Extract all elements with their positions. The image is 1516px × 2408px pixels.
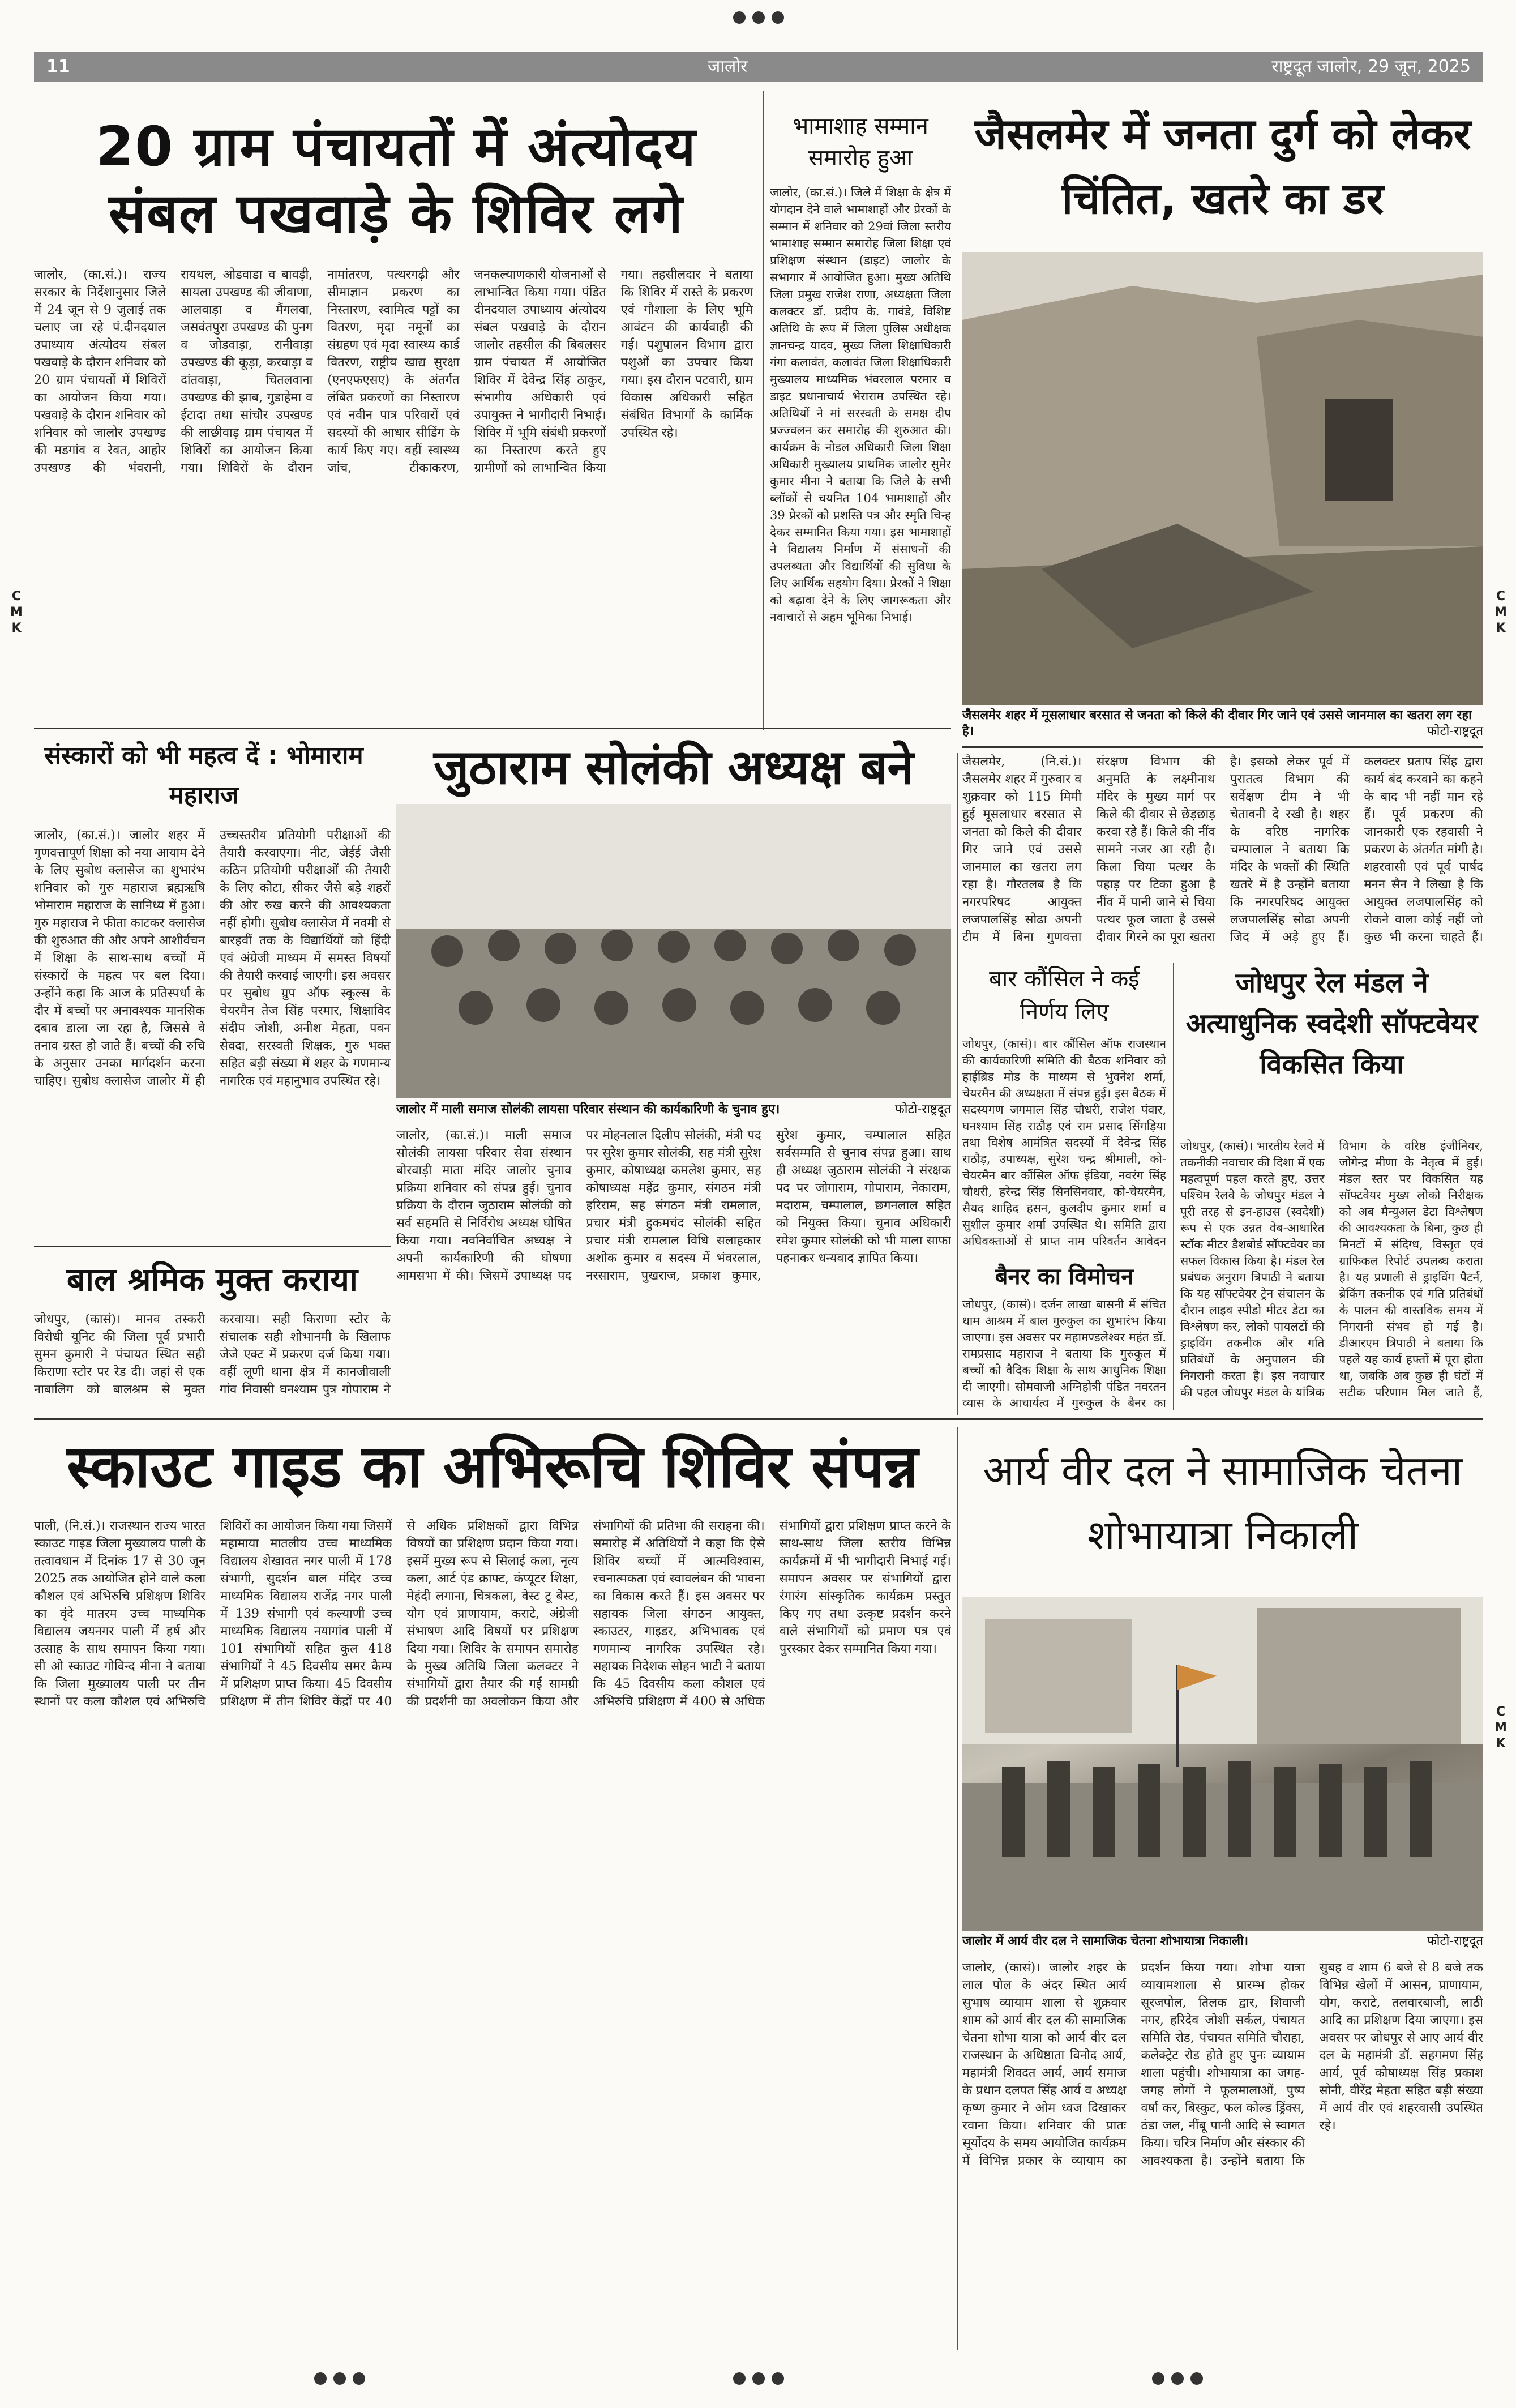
bal-shramik-body: जोधपुर, (कासं)। मानव तस्करी विरोधी यूनिट की जिला पूर्व प्रभारी सुमन कुमारी ने पंचायत स्थित सही किराणा स्टोर पर रेड दी। जहां से एक नाबालिग को बालश्रम से मुक्त करवाया। सही किराणा स्टोर के संचालक सही शोभानमी के खिलाफ जेजे एक्ट में प्रकरण दर्ज किया गया। वहीं लूणी थाना क्षेत्र में कानजीवाली गांव निवासी घनश्याम पुत्र गोपाराम ने (34, 1312, 391, 1397)
caption-text: जालोर में माली समाज सोलंकी लायसा परिवार संस्थान की कार्यकारिणी के चुनाव हुए। (396, 1102, 780, 1117)
arya-procession-photo (962, 1597, 1483, 1931)
reg-dot (733, 2372, 746, 2385)
mark-k: K (11, 621, 22, 635)
mark-c: C (1496, 1705, 1506, 1719)
arya-headline: आर्य वीर दल ने सामाजिक चेतना शोभायात्रा निकाली (983, 1447, 1463, 1559)
jaisalmer-fort-photo (962, 252, 1483, 705)
section-rule (34, 1418, 1483, 1420)
jaisalmer-photo-caption (962, 708, 1483, 742)
section-rule (34, 1246, 391, 1247)
column-divider (957, 753, 958, 1415)
reg-dot (314, 2372, 327, 2385)
cmk-mark-right-lower (1492, 1704, 1509, 1752)
reg-dot (752, 11, 765, 24)
reg-dot (333, 2372, 346, 2385)
column-divider (957, 1427, 958, 2350)
mark-m: M (10, 605, 23, 619)
mark-m: M (1494, 605, 1507, 619)
photo-credit: फोटो-राष्ट्रदूत (1427, 724, 1483, 738)
bhamashah-body: जालोर, (का.सं.)। जिले में शिक्षा के क्षेत्र में योगदान देने वाले भामाशाहों और प्रेरकों के सम्मान में शनिवार को 29वां जिला स्तरीय भामाशाह सम्मान समारोह जिला शिक्षा एवं प्रशिक्षण संस्थान (डाइट) जालोर के सभागार में आयोजित हुआ। मुख्य अतिथि जिला प्रमुख राजेश राणा, अध्यक्षता जिला कलक्टर डॉ. प्रदीप के. गावंडे, विशिष्ट अतिथि के रूप में जिला पुलिस अधीक्षक ज्ञानचन्द्र यादव, मुख्य जिला शिक्षाधिकारी गंगा कलावंत, कलावंत जिला शिक्षाधिकारी मुख्यालय माध्यमिक भंवरलाल परमार व डाइट प्रधानाचार्य भेराराम उपस्थित रहे। अतिथियों ने मां सरस्वती के समक्ष दीप प्रज्ज्वलन कर समारोह की शुरुआत की। कार्यक्रम के नोडल अधिकारी जिला शिक्षा अधिकारी मुख्यालय प्राथमिक जालोर सुमेर कुमार मीना ने बताया कि जिले के सभी ब्लॉकों से चयनित 104 भामाशाहों और 39 प्रेरकों को प्रशस्ति पत्र और स्मृति चिन्ह देकर सम्मानित किया गया। इस भामाशाहों ने विद्यालय निर्माण में संसाधनों की उपलब्धता और विद्यार्थियों की सुविधा के लिए आर्थिक सहयोग दिया। प्रेरकों ने शिक्षा को बढ़ावा देने के लिए जागरूकता और नवाचारों से अहम भूमिका निभाई। (770, 186, 951, 624)
rail-headline: जोधपुर रेल मंडल ने अत्याधुनिक स्वदेशी सॉफ्टवेयर विकसित किया (1185, 967, 1478, 1080)
photo-credit: फोटो-राष्ट्रदूत (1427, 1934, 1483, 1948)
mark-m: M (1494, 1721, 1507, 1735)
reg-dot (1171, 2372, 1184, 2385)
registration-marks-bottom-center (702, 2372, 815, 2389)
cmk-mark-right (1492, 589, 1509, 636)
mark-k: K (1496, 621, 1506, 635)
mark-c: C (1496, 589, 1506, 604)
registration-marks-bottom-left (283, 2372, 396, 2389)
sanskar-body: जालोर, (का.सं.)। जालोर शहर में गुणवत्तापूर्ण शिक्षा को नया आयाम देने के लिए सुबोध क्लासेज का शुभारंभ शनिवार को गुरु महाराज ब्रह्मऋषि भोमाराम महाराज के सानिध्य में हुआ। गुरु महाराज ने फीता काटकर क्लासेज की शुरुआत की और अपने आशीर्वचन में शिक्षा के साथ-साथ बच्चों में संस्कारों के महत्व पर बल दिया। उन्होंने कहा कि आज के प्रतिस्पर्धा के दौर में बच्चों पर अनावश्यक मानसिक दबाव डाला जा रहा है, जिससे वे तनाव ग्रस्त हो जाते हैं। बच्चों की रुचि के अनुसार उनका मार्गदर्शन करना चाहिए। सुबोध क्लासेज जालोर में ही उच्चस्तरीय प्रतियोगी परीक्षाओं की तैयारी करवाएगा। नीट, जेईई जैसी कठिन प्रतियोगी परीक्षाओं की तैयारी के लिए कोटा, सीकर जैसे बड़े शहरों की ओर रुख करने की आवश्यकता नहीं होगी। सुबोध क्लासेज में नवमी से बारहवीं तक के विद्यार्थियों को हिंदी एवं अंग्रेजी माध्यम में समस्त विषयों की तैयारी करवाई जाएगी। इस अवसर पर सुबोध ग्रुप ऑफ स्कूल्स के चेयरमैन तेज सिंह परमार, शिक्षाविद संदीप जोशी, अनीश मेहता, पवन सेवदा, सरस्वती शिक्षक, गुरु भक्त सहित बड़ी संख्या में शहर के गणमान्य नागरिक एवं महानुभाव उपस्थित रहे। (34, 828, 391, 1088)
photo-credit: फोटो-राष्ट्रदूत (894, 1102, 951, 1117)
bar-council-body: जोधपुर, (कासं)। बार कौंसिल ऑफ राजस्थान की कार्यकारिणी समिति की बैठक शनिवार को हाईब्रिड मोड के माध्यम से भुवनेश शर्मा, चेयरमैन की अध्यक्षता में संपन्न हुई। इस बैठक में सदस्यगण जगमाल सिंह चौधरी, राजेश पंवार, घनश्याम सिंह राठौड़ एवं राम प्रसाद सिंगड़िया तथा विशेष आमंत्रित सदस्यों में देवेन्द्र सिंह राठौड़, उपाध्यक्ष, सुरेश चन्द्र श्रीमाली, को-चेयरमैन बार कौंसिल ऑफ इंडिया, नवरंग सिंह चौधरी, हरेन्द्र सिंह सिनसिनवार, को-चेयरमैन, सैयद शाहिद हसन, कुलदीप कुमार शर्मा व सुशील कुमार शर्मा उपस्थित थे। समिति द्वारा अधिवक्ताओं से प्राप्त नाम परिवर्तन आवेदन (962, 1037, 1166, 1248)
solanki-headline: जुठाराम सोलंकी अध्यक्ष बने (433, 739, 914, 795)
bhamashah-headline: भामाशाह सम्मान समारोह हुआ (793, 113, 928, 171)
solanki-body: जालोर, (का.सं.)। माली समाज सोलंकी लायसा परिवार सेवा संस्थान बोरवाड़ी माता मंदिर जालोर चुनाव प्रक्रिया शनिवार को संपन्न हुई। चुनाव प्रक्रिया के दौरान जुठाराम सोलंकी को सर्व सहमति से निर्विरोध अध्यक्ष घोषित किया गया। नवनिर्वाचित अध्यक्ष ने अपनी कार्यकारिणी की घोषणा आमसभा में की। जिसमें उपाध्यक्ष पद पर मोहनलाल दिलीप सोलंकी, मंत्री पद पर सुरेश कुमार सोलंकी, सह मंत्री सुरेश कुमार, कोषाध्यक्ष कमलेश कुमार, सह कोषाध्यक्ष महेंद्र कुमार, संगठन मंत्री हरिराम, सह संगठन मंत्री रामलाल, प्रचार मंत्री हुकमचंद सोलंकी सहित प्रचार मंत्री रामलाल विधि सलाहकार अशोक कुमार व सदस्य में भंवरलाल, नरसाराम, पुखराज, प्रकाश कुमार, सुरेश कुमार, चम्पालाल सहित सर्वसम्मति से चुनाव संपन्न हुआ। साथ ही अध्यक्ष जुठाराम सोलंकी ने संरक्षक पद पर जोगाराम, गोपाराम, नेकाराम, मदाराम, चम्पालाल, छगनलाल सहित को नियुक्त किया। चुनाव अधिकारी रमेश कुमार सोलंकी को भी माला साफा पहनाकर धन्यवाद ज्ञापित किया। (396, 1128, 951, 1283)
scout-body: पाली, (नि.सं.)। राजस्थान राज्य भारत स्काउट गाइड जिला मुख्यालय पाली के तत्वावधान में दिनांक 17 से 30 जून 2025 तक आयोजित होने वाले कला कौशल एवं अभिरुचि प्रशिक्षण शिविर का वृंदे मातरम उच्च माध्यमिक विद्यालय जयनगर पाली में हर्ष और उत्साह के साथ समापन किया गया। सी ओ स्काउट गोविन्द मीना ने बताया कि जिला मुख्यालय पाली पर तीन स्थानों पर कला कौशल एवं अभिरुचि शिविरों का आयोजन किया गया जिसमें महामाया मातलीय उच्च माध्यमिक विद्यालय शेखावत नगर पाली में 178 संभागी, सुदर्शन बाल मंदिर उच्च माध्यमिक विद्यालय राजेंद्र नगर पाली में 139 संभागी एवं कल्याणी उच्च माध्यमिक विद्यालय नयागांव पाली में 101 संभागियों सहित कुल 418 संभागियों ने 45 दिवसीय समर कैम्प में प्रशिक्षण प्राप्त किया। 45 दिवसीय प्रशिक्षण में तीन शिविर केंद्रों पर 40 से अधिक प्रशिक्षकों द्वारा विभिन्न विषयों का प्रशिक्षण प्रदान किया गया। इसमें मुख्य रूप से सिलाई कला, नृत्य कला, आर्ट एंड क्राफ्ट, कंप्यूटर शिक्षा, मेहंदी लगाना, चित्रकला, वेस्ट टू बेस्ट, योग एवं प्राणायाम, कराटे, अंग्रेजी संभाषण आदि विषयों पर प्रशिक्षण दिया गया। शिविर के समापन समारोह के मुख्य अतिथि जिला कलक्टर ने संभागियों द्वारा तैयार की गई सामग्री की प्रदर्शनी का अवलोकन किया और संभागियों की प्रतिभा की सराहना की। समारोह में अतिथियों ने कहा कि ऐसे शिविर बच्चों में आत्मविश्वास, रचनात्मकता एवं स्वावलंबन की भावना का विकास करते हैं। इस अवसर पर सहायक जिला संगठन आयुक्त, स्काउटर, गाइडर, अभिभावक एवं गणमान्य नागरिक उपस्थित रहे। सहायक निदेशक सोहन भाटी ने बताया कि 45 दिवसीय कला कौशल एवं अभिरुचि प्रशिक्षण में 400 से अधिक संभागियों द्वारा प्रशिक्षण प्राप्त करने के साथ-साथ जिला स्तरीय विभिन्न कार्यक्रमों में भी भागीदारी निभाई गई। समापन अवसर पर संभागियों द्वारा रंगारंग सांस्कृतिक कार्यक्रम प्रस्तुत किए गए तथा उत्कृष्ट प्रदर्शन करने वाले संभागियों को प्रमाण पत्र एवं पुरस्कार देकर सम्मानित किया गया। (34, 1519, 951, 1709)
reg-dot (772, 2372, 784, 2385)
registration-marks-top (685, 11, 832, 28)
caption-text: जैसलमेर शहर में मूसलाधार बरसात से जनता को किले की दीवार गिर जाने एवं उससे जानमाल का खतरा लग रहा है। (962, 708, 1472, 738)
mark-c: C (11, 589, 22, 604)
reg-dot (353, 2372, 365, 2385)
registration-marks-bottom-right (1121, 2372, 1234, 2389)
page-number: 11 (46, 57, 70, 76)
column-divider (763, 91, 764, 730)
procession-illustration (962, 1597, 1483, 1931)
bal-shramik-headline: बाल श्रमिक मुक्त कराया (66, 1260, 358, 1299)
sanskar-headline: संस्कारों को भी महत्व दें : भोमाराम महाराज (44, 741, 363, 810)
reg-dot (1190, 2372, 1203, 2385)
scout-headline: स्काउट गाइड का अभिरूचि शिविर संपन्न (67, 1432, 918, 1501)
reg-dot (733, 11, 746, 24)
dateline: राष्ट्रदूत जालोर, 29 जून, 2025 (1271, 57, 1471, 76)
column-divider (1173, 963, 1174, 1410)
cmk-mark-left (8, 589, 25, 636)
group-photo-illustration (396, 804, 951, 1098)
arya-photo-caption (962, 1934, 1483, 1954)
arya-body: जालोर, (कासं)। जालोर शहर के लाल पोल के अंदर स्थित आर्य सुभाष व्यायाम शाला से शुक्रवार शाम को आर्य वीर दल की सामाजिक चेतना शोभा यात्रा को आर्य वीर दल राजस्थान के अधिष्ठाता विनोद आर्य, महामंत्री शिवदत आर्य, आर्य समाज के प्रधान दलपत सिंह आर्य व अध्यक्ष कृष्ण कुमार ने ओम ध्वज दिखाकर रवाना किया। शनिवार की प्रातः सूर्योदय के समय आयोजित कार्यक्रम में विभिन्न प्रकार के व्यायाम का प्रदर्शन किया गया। शोभा यात्रा व्यायामशाला से प्रारम्भ होकर सूरजपोल, तिलक द्वार, शिवाजी नगर, हरिदेव जोशी सर्कल, पंचायत समिति रोड, पंचायत समिति चौराहा, कलेक्ट्रेट रोड होते हुए पुनः व्यायाम शाला पहुंची। शोभायात्रा का जगह-जगह लोगों ने फूलमालाओं, पुष्प वर्षा कर, बिस्कुट, फल कोल्ड ड्रिंक्स, ठंडा जल, नींबू पानी आदि से स्वागत किया। चरित्र निर्माण और संस्कार की आवश्यकता है। उन्होंने बताया कि सुबह व शाम 6 बजे से 8 बजे तक विभिन्न खेलों में आसन, प्राणायाम, योग, कराटे, तलवारबाजी, लाठी आदि का प्रशिक्षण दिया जाएगा। इस अवसर पर जोधपुर से आए आर्य वीर दल के महामंत्री डॉ. सहगमण सिंह आर्य, पूर्व कोषाध्यक्ष सिंह प्रकाश सोनी, वीरेंद्र मेहता सहित बड़ी संख्या में आर्य वीर एवं शहरवासी उपस्थित रहे। (962, 1961, 1483, 2168)
fort-wall-illustration (962, 252, 1483, 705)
solanki-group-photo (396, 804, 951, 1098)
section-rule (962, 746, 1483, 748)
banner-headline: बैनर का विमोचन (995, 1264, 1134, 1290)
solanki-photo-caption (396, 1102, 951, 1122)
jaisalmer-body: जैसलमेर, (नि.सं.)। जैसलमेर शहर में गुरुवार व शुक्रवार को 115 मिमी हुई मूसलाधार बरसात से जनता को किले की दीवार गिर जाने एवं उससे जानमाल का खतरा लग रहा है। गौरतलब है कि नगरपरिषद आयुक्त लजपालसिंह सोढा अपनी टीम में बिना गुणवत्ता संरक्षण विभाग की अनुमति के लक्ष्मीनाथ मंदिर के मुख्य मार्ग पर किले की दीवार से छेड़छाड़ करवा रहे हैं। किले की नींव सामने नजर आ रही है। किला चिया पत्थर के पहाड़ पर टिका हुआ है नींव में पानी जाने से चिया पत्थर फूल जाता है उससे दीवार गिरने का पूरा खतरा है। इसको लेकर पूर्व में पुरातत्व विभाग की सर्वेक्षण टीम ने भी चेतावनी दे रखी है। शहर के वरिष्ठ नागरिक चम्पालाल ने बताया कि मंदिर के भक्तों की स्थिति खतरे में है उन्होंने बताया कि नगरपरिषद आयुक्त लजपालसिंह सोढा अपनी जिद में अड़े हुए हैं। कलक्टर प्रताप सिंह द्वारा कार्य बंद करवाने का कहने के बाद भी नहीं मान रहे हैं। पूर्व प्रकरण की जानकारी एक रहवासी ने प्रकरण के अंतर्गत मांगी है। शहरवासी एवं पूर्व पार्षद मनन सैन ने लिखा है कि आयुक्त लजपालसिंह को रोकने वाला कोई नहीं जो कुछ भी करना चाहते हैं। (962, 755, 1483, 944)
rail-body: जोधपुर, (कासं)। भारतीय रेलवे में तकनीकी नवाचार की दिशा में एक महत्वपूर्ण पहल करते हुए, उत्तर पश्चिम रेलवे के जोधपुर मंडल ने पूरी तरह से इन-हाउस (स्वदेशी) रूप से एक उन्नत वेब-आधारित स्टॉक मीटर डैशबोर्ड सॉफ्टवेयर का सफल विकास किया है। मंडल रेल प्रबंधक अनुराग त्रिपाठी ने बताया कि यह सॉफ्टवेयर ट्रेन संचालन के दौरान लाइव स्पीडो मीटर डेटा का विश्लेषण कर, लोको पायलटों की ड्राइविंग तकनीक और गति प्रतिबंधों के अनुपालन की निगरानी करता है। इस नवाचार की पहल जोधपुर मंडल के यांत्रिक विभाग के वरिष्ठ इंजीनियर, जोगेन्द्र मीणा के नेतृत्व में हुई। मंडल स्तर पर विकसित यह सॉफ्टवेयर मुख्य लोको निरीक्षक को अब मैन्युअल डेटा विश्लेषण की आवश्यकता के बिना, कुछ ही मिनटों में संदिग्ध, विस्तृत एवं ग्राफिकल रिपोर्ट उपलब्ध कराता है। यह प्रणाली से ड्राइविंग पैटर्न, ब्रेकिंग तकनीक एवं गति प्रतिबंधों के पालन की वास्तविक समय में निगरानी संभव हो गई है। डीआरएम त्रिपाठी ने बताया कि पहले यह कार्य हफ्तों में पूरा होता था, जबकि अब कुछ ही घंटों में सटीक परिणाम मिल जाते हैं, (1180, 1139, 1483, 1399)
caption-text: जालोर में आर्य वीर दल ने सामाजिक चेतना शोभायात्रा निकाली। (962, 1934, 1249, 1948)
jaisalmer-headline: जैसलमेर में जनता दुर्ग को लेकर चिंतित, खतरे का डर (974, 109, 1471, 224)
bar-council-headline: बार कौंसिल ने कई निर्णय लिए (989, 966, 1140, 1025)
reg-dot (772, 11, 784, 24)
banner-body: जोधपुर, (कासं)। दर्जन लाखा बासनी में संचित धाम आश्रम में बाल गुरुकुल का शुभारंभ किया जाएगा। इस अवसर पर महामण्डलेश्वर महंत डॉ. रामप्रसाद महाराज ने बताया कि गुरुकुल में बच्चों को वैदिक शिक्षा के साथ आधुनिक शिक्षा दी जाएगी। सोमवाजी अग्निहोत्री पंडित नवरतन व्यास के आचार्यत्व में गुरुकुल के बैनर का (962, 1298, 1166, 1410)
antyodaya-body: जालोर, (का.सं.)। राज्य सरकार के निर्देशानुसार जिले में 24 जून से 9 जुलाई तक चलाए जा रहे पं.दीनदयाल उपाध्याय अंत्योदय संबल पखवाड़े के दौरान शनिवार को 20 ग्राम पंचायतों में शिविरों का आयोजन किया गया। पखवाड़े के दौरान शनिवार को शनिवार को जालोर उपखण्ड की मडगांव व रेवत, आहोर उपखण्ड की भंवरानी, रायथल, ओडवाडा व बावड़ी, सायला उपखण्ड की जीवाणा, आलवाड़ा व मैंगलवा, जसवंतपुरा उपखण्ड की पुनग व जोडवाड़ा, रानीवाड़ा उपखण्ड की कूड़ा, करवाड़ा व दांतवाड़ा, चितलवाना उपखण्ड की झाब, गुडाहेमा व ईटादा तथा सांचौर उपखण्ड की लाछीवाड़ ग्राम पंचायत में शिविरों का आयोजन किया गया। शिविरों के दौरान नामांतरण, पत्थरगढ़ी और सीमाज्ञान प्रकरण का निस्तारण, स्वामित्व पट्टों का वितरण, मृदा नमूनों का संग्रहण एवं मृदा स्वास्थ्य कार्ड वितरण, राष्ट्रीय खाद्य सुरक्षा (एनएफएसए) के अंतर्गत लंबित प्रकरणों का निस्तारण एवं नवीन पात्र परिवारों एवं सदस्यों की आधार सीडिंग के कार्य किए गए। वहीं स्वास्थ्य जांच, टीकाकरण, जनकल्याणकारी योजनाओं से लाभान्वित किया गया। पंडित दीनदयाल उपाध्याय अंत्योदय संबल पखवाड़े के दौरान जालोर तहसील की बिबलसर ग्राम पंचायत में आयोजित शिविर में देवेन्द्र सिंह ठाकुर, संभागीय अधिकारी एवं उपायुक्त ने भागीदारी निभाई। शिविर में भूमि संबंधी प्रकरणों का निस्तारण करते हुए ग्रामीणों को लाभान्वित किया गया। तहसीलदार ने बताया कि शिविर में रास्ते के प्रकरण एवं गौशाला के लिए भूमि आवंटन की कार्यवाही की गई। पशुपालन विभाग द्वारा पशुओं का उपचार किया गया। इस दौरान पटवारी, ग्राम विकास अधिकारी सहित संबंधित विभागों के कार्मिक उपस्थित रहे। (34, 268, 753, 475)
antyodaya-headline: 20 ग्राम पंचायतों में अंत्योदय संबल पखवाड़े के शिविर लगे (96, 115, 697, 245)
masthead-strip (34, 52, 1483, 82)
section-name: जालोर (708, 57, 748, 76)
mark-k: K (1496, 1737, 1506, 1751)
section-rule (34, 728, 951, 729)
reg-dot (1152, 2372, 1164, 2385)
reg-dot (752, 2372, 765, 2385)
